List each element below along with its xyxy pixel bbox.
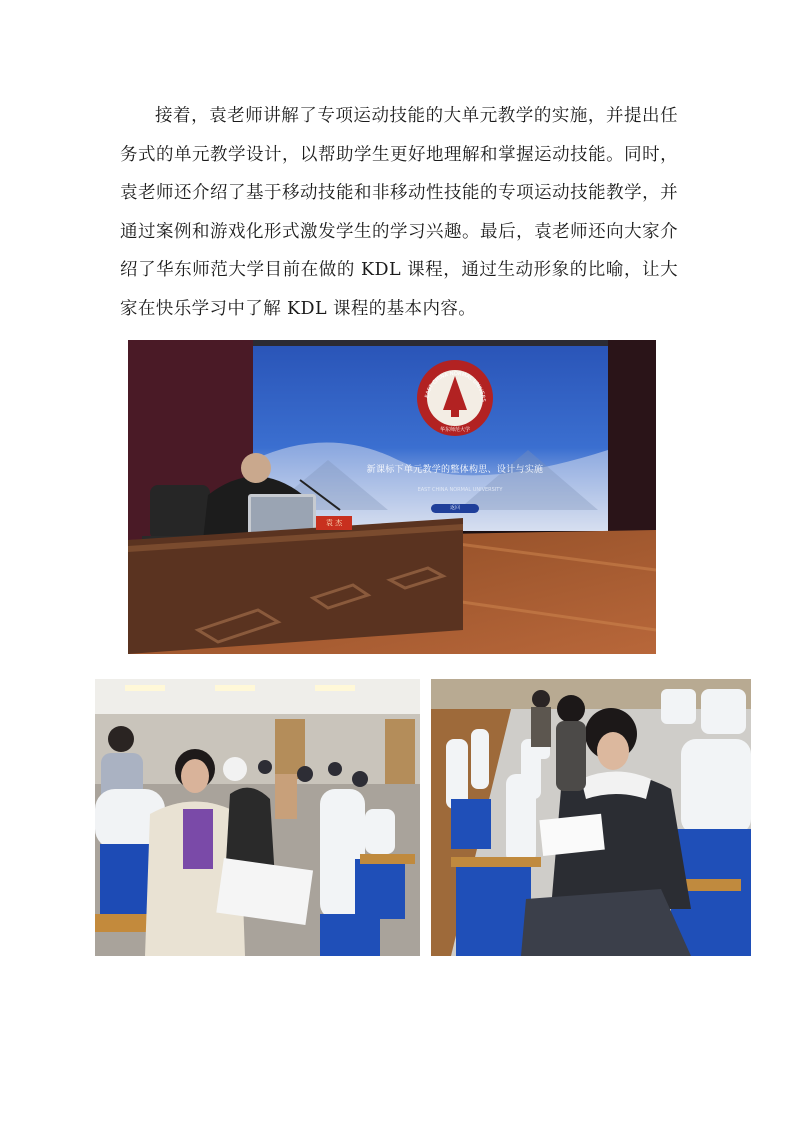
audience-photo-left (95, 679, 420, 956)
lecture-photo (128, 340, 656, 654)
logo-bottom-text: 华东师范大学 (439, 427, 471, 433)
speaker-nameplate: 袁 杰 (316, 516, 352, 530)
body-paragraph: 接着，袁老师讲解了专项运动技能的大单元教学的实施，并提出任务式的单元教学设计，以帮助学生更好地理解和掌握运动技能。同时，袁老师还介绍了基于移动技能和非移动性技能的专项运动技能教学，并通过案例和游戏化形式激发学生的学习兴趣。最后，袁老师还向大家介绍了华东师范大学目前在做的 KDL 课程，通过生动形象的比喻，让大家在快乐学习中了解 KDL 课程的基本内容。 (120, 106, 678, 319)
university-logo (420, 367, 490, 437)
audience-photo-right (431, 679, 751, 956)
logo-ring-text: EAST CHINA NORMAL UNIVERS (424, 370, 487, 403)
slide-subtitle: EAST CHINA NORMAL UNIVERSITY (417, 487, 503, 493)
slide-button: 返回 (431, 504, 479, 513)
slide-title: 新课标下单元教学的整体构思、设计与实施 (366, 465, 544, 475)
